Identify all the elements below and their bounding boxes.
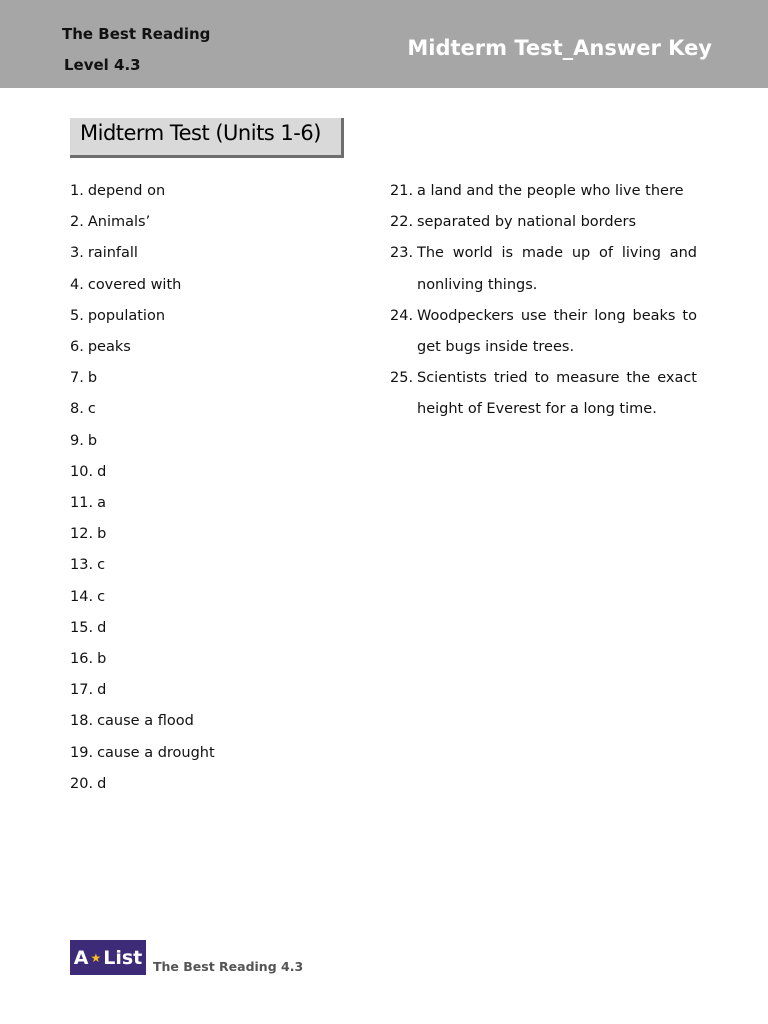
answer-text: d [97, 619, 107, 636]
answer-text: rainfall [87, 245, 138, 262]
answer-number: 11. [70, 495, 94, 512]
answer-item [70, 270, 360, 301]
answer-text: Woodpeckers use their long beaks to get bugs inside trees. [417, 307, 697, 356]
answer-text: b [87, 432, 98, 449]
answer-number: 16. [70, 651, 94, 668]
answer-text: b [97, 526, 107, 543]
answer-item [70, 238, 360, 269]
answer-number: 22. [390, 214, 414, 231]
answer-number: 4. [70, 276, 84, 293]
answer-number: 9. [70, 432, 84, 449]
answer-item [70, 426, 360, 457]
page-header [0, 0, 768, 88]
answer-text: b [87, 370, 98, 387]
answer-text: covered with [87, 276, 182, 293]
answer-text: peaks [87, 339, 131, 356]
level-label: Level 4.3 [64, 56, 141, 74]
answer-text: c [97, 588, 106, 605]
answer-number: 5. [70, 307, 84, 324]
answer-number: 17. [70, 682, 94, 699]
answer-number: 24. [390, 307, 414, 324]
answer-item [70, 613, 360, 644]
answer-number: 1. [70, 183, 84, 199]
answer-item [70, 394, 360, 425]
section-title: Midterm Test (Units 1-6) [80, 121, 321, 145]
answer-number: 25. [390, 370, 414, 387]
answer-text: d [97, 463, 107, 480]
footer-book-title: The Best Reading 4.3 [153, 959, 304, 974]
answer-number: 12. [70, 526, 94, 543]
answer-number: 10. [70, 463, 94, 480]
answer-item [390, 207, 697, 238]
section-title-box [70, 118, 344, 158]
answer-number: 15. [70, 619, 94, 636]
answer-number: 2. [70, 214, 84, 231]
answer-item [390, 363, 697, 425]
answer-item [70, 488, 360, 519]
answer-text: a land and the people who live there [417, 183, 684, 199]
answer-text: a [97, 495, 106, 512]
answer-number: 7. [70, 370, 84, 387]
answer-number: 21. [390, 183, 414, 199]
answer-text: cause a flood [97, 713, 194, 730]
answer-text: d [97, 682, 107, 699]
answer-text: c [97, 557, 106, 574]
answer-item [390, 176, 697, 207]
answer-number: 14. [70, 588, 94, 605]
answer-number: 19. [70, 744, 94, 761]
answer-number: 20. [70, 775, 94, 792]
star-icon: ★ [90, 950, 102, 965]
answer-item [70, 207, 360, 238]
answer-number: 18. [70, 713, 94, 730]
answer-item [70, 550, 360, 581]
answer-text: separated by national borders [417, 214, 637, 231]
answer-text: c [87, 401, 96, 418]
answer-number: 6. [70, 339, 84, 356]
book-title: The Best Reading [62, 25, 211, 43]
answer-item [70, 582, 360, 613]
answer-item [70, 644, 360, 675]
document-title: Midterm Test_Answer Key [407, 36, 712, 60]
answer-number: 8. [70, 401, 84, 418]
answer-text: b [97, 651, 107, 668]
answer-text: depend on [87, 183, 166, 199]
answer-text: Animals’ [87, 214, 151, 231]
answer-item [70, 769, 360, 800]
answer-item [70, 519, 360, 550]
answer-text: cause a drought [97, 744, 215, 761]
answer-number: 13. [70, 557, 94, 574]
answer-text: The world is made up of living and nonliving things. [417, 245, 697, 293]
answer-item [70, 706, 360, 737]
answers-left-column [70, 176, 360, 800]
logo-word: List [103, 946, 143, 969]
answer-item [70, 675, 360, 706]
logo-letter: A [73, 946, 89, 969]
answer-text: population [87, 307, 166, 324]
answer-number: 23. [390, 245, 414, 262]
answer-item [70, 332, 360, 363]
a-list-logo [70, 940, 146, 975]
answer-item [70, 363, 360, 394]
answer-item [70, 176, 360, 207]
answer-number: 3. [70, 245, 84, 262]
answers-right-column [390, 176, 697, 426]
answer-item [70, 457, 360, 488]
answer-item [390, 301, 697, 363]
answer-item [70, 301, 360, 332]
answer-text: d [97, 775, 107, 792]
answer-item [70, 738, 360, 769]
answer-text: Scientists tried to measure the exact height of Everest for a long time. [417, 370, 697, 418]
answer-item [390, 238, 697, 300]
